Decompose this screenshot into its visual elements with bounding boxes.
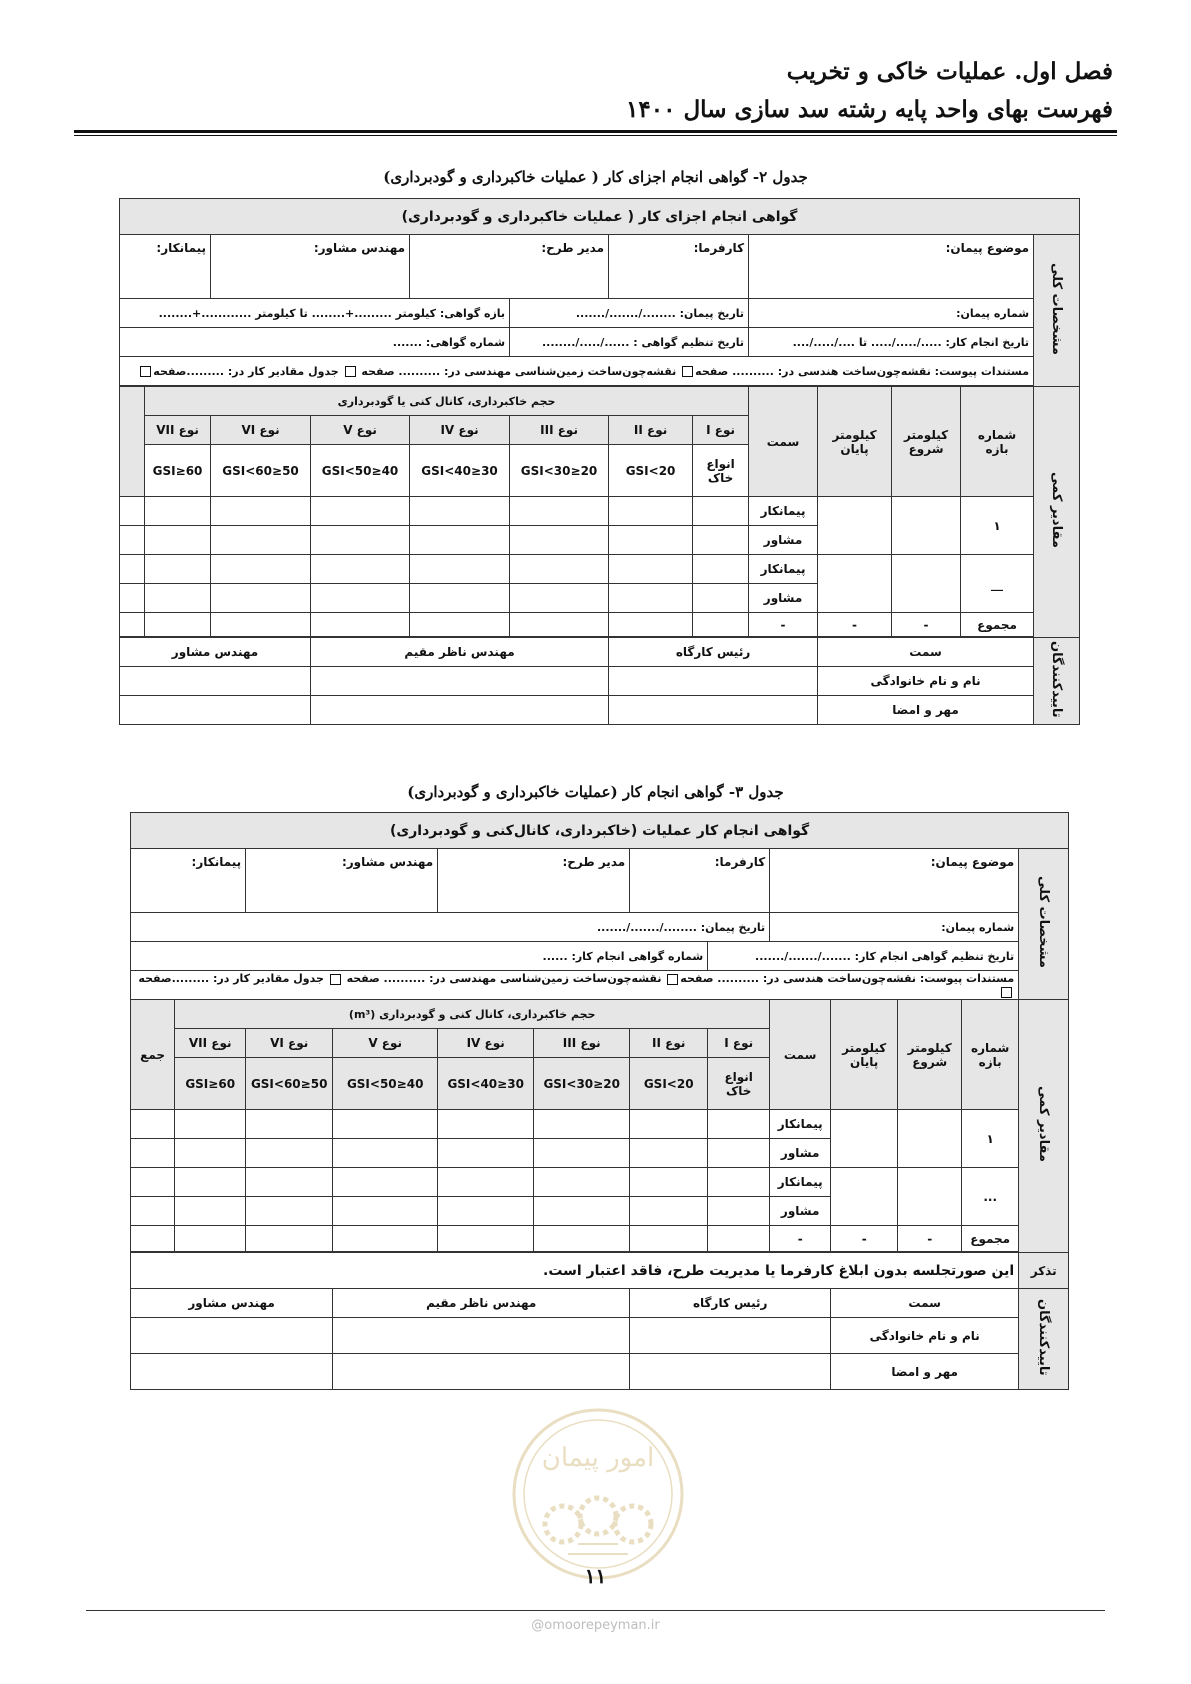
table2-type-5: نوع V bbox=[311, 416, 410, 445]
table3-sig-site-head: رئیس کارگاه bbox=[630, 1289, 831, 1318]
table3-consultant-engineer: مهندس مشاور: bbox=[246, 849, 438, 913]
table2-consultant-row: مشاور bbox=[749, 584, 818, 613]
table3-sig-consultant: مهندس مشاور bbox=[131, 1289, 333, 1318]
table2-sig-stamp: مهر و امضا bbox=[818, 696, 1034, 725]
document-title: فهرست بهای واحد پایه رشته سد سازی سال ۱۴۰۰ bbox=[626, 96, 1113, 123]
table3-km-start-header: کیلومتر شروع bbox=[898, 1000, 962, 1110]
table-row bbox=[120, 497, 1080, 526]
table2-cert-number: شماره گواهی: ....... bbox=[120, 328, 510, 357]
table3-gsi-4: 30≤GSI<40 bbox=[438, 1058, 534, 1110]
table2-consultant-engineer: مهندس مشاور: bbox=[211, 235, 410, 299]
table2-title: گواهی انجام اجزای کار ( عملیات خاکبرداری و گودبرداری) bbox=[120, 199, 1080, 235]
table2-gsi-4: 30≤GSI<40 bbox=[410, 445, 510, 497]
table3-employer: کارفرما: bbox=[630, 849, 770, 913]
chapter-title: فصل اول. عملیات خاکی و تخریب bbox=[786, 58, 1113, 85]
dash: - bbox=[770, 1226, 831, 1252]
table-row bbox=[120, 555, 1080, 584]
table3-title: گواهی انجام کار عملیات (خاکبرداری، کانال‌کنی و گودبرداری) bbox=[131, 813, 1069, 849]
table3-row-no: ۱ bbox=[962, 1110, 1019, 1168]
table3-side-signers: تایید‌کنندگان bbox=[1019, 1289, 1069, 1390]
checkbox-icon[interactable] bbox=[667, 974, 678, 985]
checkbox-icon[interactable] bbox=[330, 974, 341, 985]
table3-contract-number: شماره پیمان: bbox=[770, 913, 1019, 942]
table3-type-7: نوع VII bbox=[175, 1029, 246, 1058]
table2-contractor-row: پیمانکار bbox=[749, 497, 818, 526]
table2-contractor: پیمانکار: bbox=[120, 235, 211, 299]
table2-sig-resident: مهندس ناظر مقیم bbox=[311, 638, 609, 667]
table3-consultant-row: مشاور bbox=[770, 1139, 831, 1168]
table3-sum-header: جمع bbox=[131, 1000, 175, 1110]
dash: - bbox=[749, 613, 818, 637]
table3-side-note: تذکر bbox=[1019, 1253, 1069, 1289]
table-row bbox=[131, 1110, 1069, 1139]
table2-employer: کارفرما: bbox=[609, 235, 749, 299]
table3-contractor: پیمانکار: bbox=[131, 849, 246, 913]
table3-km-end-header: کیلومتر پایان bbox=[831, 1000, 898, 1110]
table3 bbox=[130, 812, 1069, 1390]
checkbox-icon[interactable] bbox=[140, 366, 151, 377]
dash: - bbox=[818, 613, 892, 637]
table2-total-row bbox=[120, 613, 1080, 637]
checkbox-icon[interactable] bbox=[345, 366, 356, 377]
table2-type-1: نوع I bbox=[693, 416, 749, 445]
table3-contract-subject: موضوع پیمان: bbox=[770, 849, 1019, 913]
header-rule-thin bbox=[74, 135, 1117, 136]
table2-sig-site-head: رئیس کارگاه bbox=[609, 638, 818, 667]
table3-type-3: نوع III bbox=[534, 1029, 630, 1058]
watermark-logo-icon bbox=[508, 1404, 688, 1584]
table2-type-3: نوع III bbox=[510, 416, 609, 445]
table2-gsi-7: 60≤GSI bbox=[145, 445, 211, 497]
table2-side-quantities: مقادیر کمی bbox=[1034, 387, 1080, 638]
table3-caption: جدول ۳- گواهی انجام کار (عملیات خاکبرداری و گودبرداری) bbox=[407, 783, 784, 801]
table2-gsi-5: 40≤GSI<50 bbox=[311, 445, 410, 497]
table2-gsi-2: GSI<20 bbox=[609, 445, 693, 497]
table3-contractor-row: پیمانکار bbox=[770, 1168, 831, 1197]
table3-attachments: مستندات پیوست: نقشه‌چون‌ساخت هندسی در: .......... صفحه نقشه‌چون‌ساخت زمین‌شناسی مهندسی در: .......... صفحه جدول مقادیر کار در: .........صفحه bbox=[131, 971, 1019, 1000]
table2-type-2: نوع II bbox=[609, 416, 693, 445]
table2-volume-header: حجم خاکبرداری، کانال کنی یا گودبرداری bbox=[145, 387, 749, 416]
dash: - bbox=[898, 1226, 962, 1252]
watermark-text: امور پیمان bbox=[541, 1443, 655, 1473]
table3-sig-name: نام و نام خانوادگی bbox=[831, 1318, 1019, 1354]
table3-volume-header: حجم خاکبرداری، کانال کنی و گودبرداری (m³) bbox=[175, 1000, 770, 1029]
table3-gsi-2: GSI<20 bbox=[630, 1058, 708, 1110]
table3-side-col-header: سمت bbox=[770, 1000, 831, 1110]
table3-gsi-5: 40≤GSI<50 bbox=[333, 1058, 438, 1110]
table2-sig-consultant: مهندس مشاور bbox=[120, 638, 311, 667]
table3-note-text: این صورتجلسه بدون ابلاغ کارفرما یا مدیریت طرح، فاقد اعتبار است. bbox=[131, 1253, 1019, 1289]
table3-contract-date: تاریخ پیمان: ......../......./....... bbox=[131, 913, 770, 942]
table3-total-row bbox=[131, 1226, 1069, 1252]
table2-sig-role: سمت bbox=[818, 638, 1034, 667]
table3-cert-number: شماره گواهی انجام کار: ...... bbox=[131, 942, 708, 971]
table3-contractor-row: پیمانکار bbox=[770, 1110, 831, 1139]
table3-type-5: نوع V bbox=[333, 1029, 438, 1058]
table3-cert-issue-date: تاریخ تنظیم گواهی انجام کار: ......./......./....... bbox=[708, 942, 1019, 971]
checkbox-icon[interactable] bbox=[1001, 987, 1012, 998]
table3-side-general: مشخصات کلی bbox=[1019, 849, 1069, 1000]
table3-total-label: مجموع bbox=[962, 1226, 1019, 1252]
table3-type-4: نوع IV bbox=[438, 1029, 534, 1058]
table2-cert-range: بازه گواهی: کیلومتر .........+........ تا کیلومتر ............+........ bbox=[120, 299, 510, 328]
table3-type-6: نوع VI bbox=[246, 1029, 333, 1058]
table3-gsi-3: 20≤GSI<30 bbox=[534, 1058, 630, 1110]
table3-row-no: ... bbox=[962, 1168, 1019, 1226]
table2-side-general: مشخصات کلی bbox=[1034, 235, 1080, 387]
page-number: ۱۱ bbox=[584, 1564, 607, 1588]
table2-contract-subject: موضوع پیمان: bbox=[749, 235, 1034, 299]
table2-contractor-row: پیمانکار bbox=[749, 555, 818, 584]
table2-consultant-row: مشاور bbox=[749, 526, 818, 555]
table-row bbox=[131, 1168, 1069, 1197]
table2-type-4: نوع IV bbox=[410, 416, 510, 445]
table3-gsi-1: انواع خاک bbox=[708, 1058, 770, 1110]
table2-side-col-header: سمت bbox=[749, 387, 818, 497]
table3-gsi-7: 60≤GSI bbox=[175, 1058, 246, 1110]
table3-side-quantities: مقادیر کمی bbox=[1019, 1000, 1069, 1253]
table2-row-no: ۱ bbox=[961, 497, 1034, 555]
table3-project-manager: مدیر طرح: bbox=[438, 849, 630, 913]
dash: - bbox=[892, 613, 961, 637]
table2-sig-name: نام و نام خانوادگی bbox=[818, 667, 1034, 696]
table2-range-no-header: شماره بازه bbox=[961, 387, 1034, 497]
table3-range-no-header: شماره بازه bbox=[962, 1000, 1019, 1110]
table3-sig-resident: مهندس ناظر مقیم bbox=[333, 1289, 630, 1318]
table2 bbox=[119, 198, 1080, 725]
table2-gsi-1: انواع خاک bbox=[693, 445, 749, 497]
table2-gsi-3: 20≤GSI<30 bbox=[510, 445, 609, 497]
checkbox-icon[interactable] bbox=[682, 366, 693, 377]
table2-km-end-header: کیلومتر پایان bbox=[818, 387, 892, 497]
table2-side-signers: تایید‌کنندگان bbox=[1034, 638, 1080, 725]
dash: - bbox=[831, 1226, 898, 1252]
table2-contract-number: شماره پیمان: bbox=[749, 299, 1034, 328]
table3-sig-stamp: مهر و امضا bbox=[831, 1354, 1019, 1390]
table2-contract-date: تاریخ پیمان: ......../......./....... bbox=[510, 299, 749, 328]
header-rule-thick bbox=[74, 130, 1117, 133]
table3-gsi-6: 50≤GSI<60 bbox=[246, 1058, 333, 1110]
table2-gsi-6: 50≤GSI<60 bbox=[211, 445, 311, 497]
table2-type-7: نوع VII bbox=[145, 416, 211, 445]
table2-km-start-header: کیلومتر شروع bbox=[892, 387, 961, 497]
table2-row-no: __ bbox=[961, 555, 1034, 613]
footer-rule bbox=[86, 1610, 1105, 1611]
table3-sig-role: سمت bbox=[831, 1289, 1019, 1318]
table2-sum-header bbox=[120, 387, 145, 497]
table3-consultant-row: مشاور bbox=[770, 1197, 831, 1226]
table2-type-6: نوع VI bbox=[211, 416, 311, 445]
table2-project-manager: مدیر طرح: bbox=[410, 235, 609, 299]
table3-type-1: نوع I bbox=[708, 1029, 770, 1058]
table2-cert-issue-date: تاریخ تنظیم گواهی : ....../...../........ bbox=[510, 328, 749, 357]
website-url[interactable]: @omoorepeyman.ir bbox=[531, 1618, 660, 1633]
table2-total-label: مجموع bbox=[961, 613, 1034, 637]
table3-type-2: نوع II bbox=[630, 1029, 708, 1058]
table2-attachments: مستندات پیوست: نقشه‌چون‌ساخت هندسی در: .......... صفحه نقشه‌چون‌ساخت زمین‌شناسی مهندسی در: .......... صفحه جدول مقادیر کار در: .........صفحه bbox=[120, 357, 1034, 386]
table2-caption: جدول ۲- گواهی انجام اجزای کار ( عملیات خاکبرداری و گودبرداری) bbox=[383, 168, 808, 186]
table2-work-date: تاریخ انجام کار: ...../...../..... تا ..../...../.... bbox=[749, 328, 1034, 357]
